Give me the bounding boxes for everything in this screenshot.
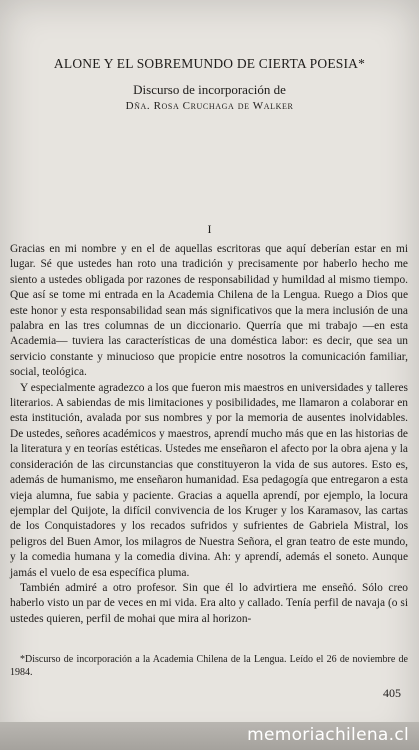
footnote: *Discurso de incorporación a la Academia Chilena de la Lengua. Leído el 26 de noviembre de 1984. bbox=[10, 654, 408, 678]
body-text bbox=[10, 242, 408, 627]
document-title: ALONE Y EL SOBREMUNDO DE CIERTA POESIA* bbox=[53, 56, 366, 71]
author-name: Dña. Rosa Cruchaga de Walker bbox=[125, 100, 294, 112]
paragraph-3: También admiré a otro profesor. Sin que él lo advirtiera me enseñó. Sólo creo haberlo visto un par de veces en mi vida. Era alto y callado. Tenía perfil de navaja (o si ustedes quieren, perfil de mohai que mira al horizon- bbox=[10, 581, 408, 625]
section-number: I bbox=[207, 222, 212, 236]
watermark-text: memoriachilena.cl bbox=[247, 725, 409, 745]
document-subtitle: Discurso de incorporación de bbox=[133, 82, 286, 97]
paragraph-1: Gracias en mi nombre y en el de aquellas escritoras que aquí deberían estar en mi lugar. Sé que ustedes han roto una tradición y precisamente por haberlo hecho me siento a ustedes obligada por razones de responsabilidad y humildad al mismo tiempo. Que así se tome mi entrada en la Academia Chilena de la Lengua. Ruego a Dios que este honor y esta responsabilidad sean más significativos que la mera inclusión de una palabra en las tres columnas de un diccionario. Querría que mi trabajo —en esta Academia— tuviera las características de una doméstica labor: es decir, que sea un servicio constante y minucioso que propicie entre nosotros la comunicación familiar, social, teológica. bbox=[10, 243, 408, 379]
page-number: 405 bbox=[383, 686, 401, 700]
paragraph-2: Y especialmente agradezco a los que fueron mis maestros en universidades y talleres literarios. A sabiendas de mis limitaciones y posibilidades, me llamaron a colaborar en esta institución, avalada por sus nombres y por la memoria de ausentes inolvidables. De ustedes, señores académicos y maestros, aprendí mucho más que en las historias de la literatura y en teorías estéticas. Ustedes me enseñaron el afecto por la obra ajena y la consideración de las circunstancias que constituyeron la vida de sus autores. Esto es, además de humanismo, me enseñaron humanidad. Esa pedagogía que entregaron a esta vieja alumna, fue sabia y paciente. Gracias a aquella aprendí, por ejemplo, la locura ejemplar del Quijote, la difícil convivencia de los Kruger y los Karamasov, las cartas de los Conquistadores y los recados sufridos y sufrientes de Gabriela Mistral, los peligros del Buen Amor, los milagros de Nuestra Señora, el gran teatro de este mundo, y la comedia humana y la comedia divina. Ah: y aprendí, además el soneto. Aunque jamás el vuelo de esa específica pluma. bbox=[10, 381, 408, 579]
